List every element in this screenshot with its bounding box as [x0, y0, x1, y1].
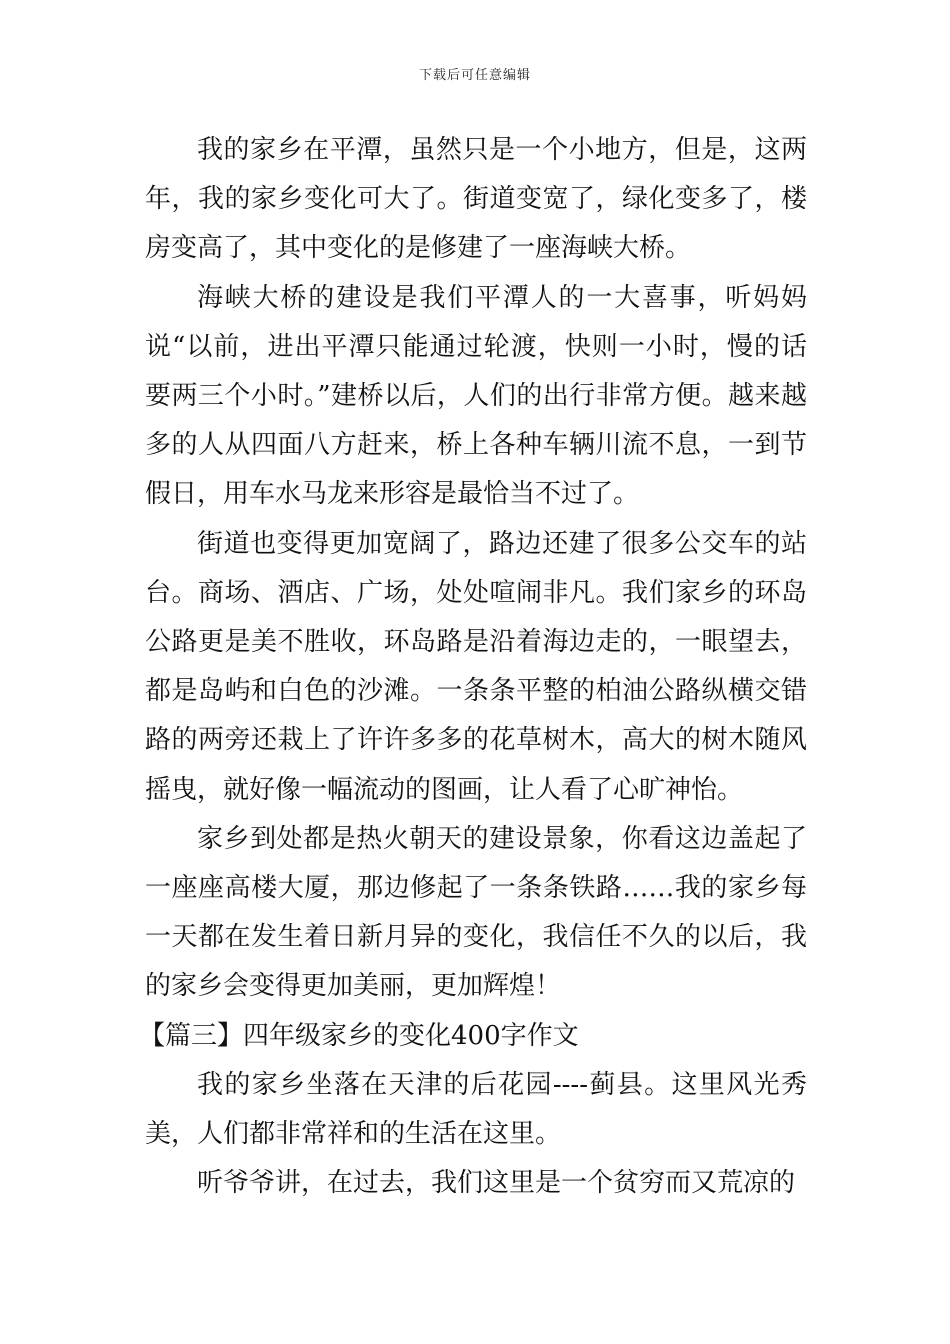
document-body — [139, 126, 807, 1208]
section-paragraph-2: 听爷爷讲，在过去，我们这里是一个贫穷而又荒凉的 — [197, 1168, 796, 1199]
paragraph-1: 我的家乡在平潭，虽然只是一个小地方，但是，这两年，我的家乡变化可大了。街道变宽了，绿化变多了，楼房变高了，其中变化的是修建了一座海峡大桥。 — [145, 135, 807, 264]
section-heading: 【篇三】四年级家乡的变化400字作文 — [139, 1020, 579, 1051]
paragraph-3: 街道也变得更加宽阔了，路边还建了很多公交车的站台。商场、酒店、广场，处处喧闹非凡。我们家乡的环岛公路更是美不胜收，环岛路是沿着海边走的，一眼望去，都是岛屿和白色的沙滩。一条条平整的柏油公路纵横交错路的两旁还栽上了许许多多的花草树木，高大的树木随风摇曳，就好像一幅流动的图画，让人看了心旷神怡。 — [145, 528, 807, 805]
section-paragraph-1: 我的家乡坐落在天津的后花园----蓟县。这里风光秀美，人们都非常祥和的生活在这里。 — [145, 1069, 807, 1150]
paragraph-2: 海峡大桥的建设是我们平潭人的一大喜事，听妈妈说“以前，进出平潭只能通过轮渡，快则一小时，慢的话要两三个小时。”建桥以后，人们的出行非常方便。越来越多的人从四面八方赶来，桥上各种车辆川流不息，一到节假日，用车水马龙来形容是最恰当不过了。 — [145, 282, 807, 510]
header-note: 下载后可任意编辑 — [418, 68, 531, 83]
paragraph-4: 家乡到处都是热火朝天的建设景象，你看这边盖起了一座座高楼大厦，那边修起了一条条铁路……我的家乡每一天都在发生着日新月异的变化，我信任不久的以后，我的家乡会变得更加美丽，更加辉煌！ — [145, 823, 807, 1002]
